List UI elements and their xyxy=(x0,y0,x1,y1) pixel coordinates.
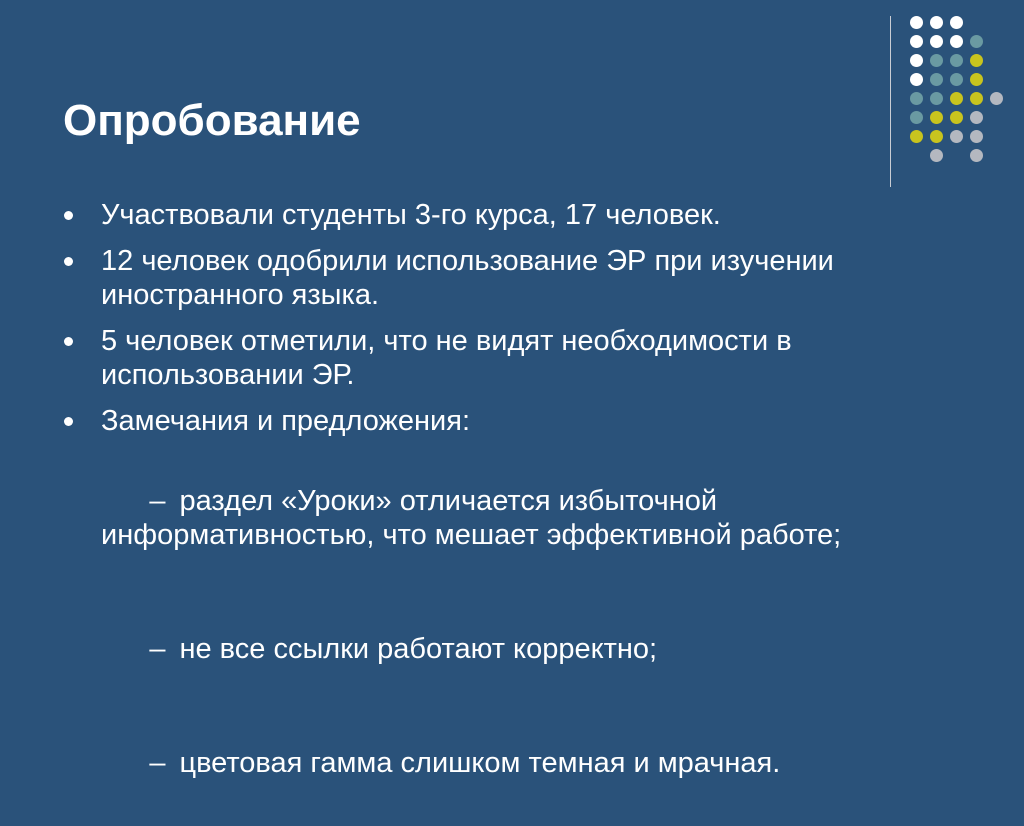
decor-dot xyxy=(910,130,923,143)
bullet-item xyxy=(63,324,963,392)
decor-dot xyxy=(910,16,923,29)
decor-dot xyxy=(910,35,923,48)
bullet-dot-icon xyxy=(64,417,73,426)
sub-bullet-item xyxy=(63,598,963,700)
decor-dot xyxy=(970,73,983,86)
slide-body xyxy=(63,198,963,826)
bullet-text: Участвовали студенты 3-го курса, 17 человек. xyxy=(101,199,721,231)
decor-dot xyxy=(950,35,963,48)
bullet-text: 12 человек одобрили использование ЭР при изучении иностранного языка. xyxy=(101,245,834,311)
bullet-text: 5 человек отметили, что не видят необходимости в использовании ЭР. xyxy=(101,325,792,391)
decor-dot xyxy=(970,92,983,105)
decor-dot xyxy=(930,73,943,86)
decor-dot xyxy=(930,92,943,105)
decor-dot xyxy=(990,92,1003,105)
decor-dot xyxy=(910,111,923,124)
decor-dot xyxy=(970,149,983,162)
dash-bullet-icon: – xyxy=(149,747,166,779)
decor-dot xyxy=(950,130,963,143)
sub-bullet-item xyxy=(63,450,963,586)
decor-dot xyxy=(930,130,943,143)
decor-dot xyxy=(970,35,983,48)
decor-dot xyxy=(910,54,923,67)
bullet-item xyxy=(63,198,963,232)
sub-bullet-text: не все ссылки работают корректно; xyxy=(179,633,658,665)
decor-dot xyxy=(930,149,943,162)
decor-dot xyxy=(970,111,983,124)
decorative-dot-grid xyxy=(910,16,1010,166)
bullet-item xyxy=(63,244,963,312)
decor-dot xyxy=(930,16,943,29)
bullet-dot-icon xyxy=(64,257,73,266)
dash-bullet-icon: – xyxy=(149,485,166,517)
sub-bullet-text: цветовая гамма слишком темная и мрачная. xyxy=(179,747,781,779)
decorative-divider xyxy=(890,16,891,187)
decor-dot xyxy=(970,54,983,67)
bullet-dot-icon xyxy=(64,337,73,346)
sub-bullet-item xyxy=(63,712,963,814)
decor-dot xyxy=(950,54,963,67)
slide-title: Опробование xyxy=(63,96,361,145)
decor-dot xyxy=(950,16,963,29)
decor-dot xyxy=(910,92,923,105)
bullet-item xyxy=(63,404,963,438)
decor-dot xyxy=(930,111,943,124)
decor-dot xyxy=(950,73,963,86)
bullet-text: Замечания и предложения: xyxy=(101,405,471,437)
sub-bullet-text: раздел «Уроки» отличается избыточной информативностью, что мешает эффективной работе; xyxy=(101,485,842,551)
bullet-dot-icon xyxy=(64,211,73,220)
dash-bullet-icon: – xyxy=(149,633,166,665)
decor-dot xyxy=(930,54,943,67)
decor-dot xyxy=(910,73,923,86)
decor-dot xyxy=(930,35,943,48)
decor-dot xyxy=(970,130,983,143)
decor-dot xyxy=(950,92,963,105)
decor-dot xyxy=(950,111,963,124)
